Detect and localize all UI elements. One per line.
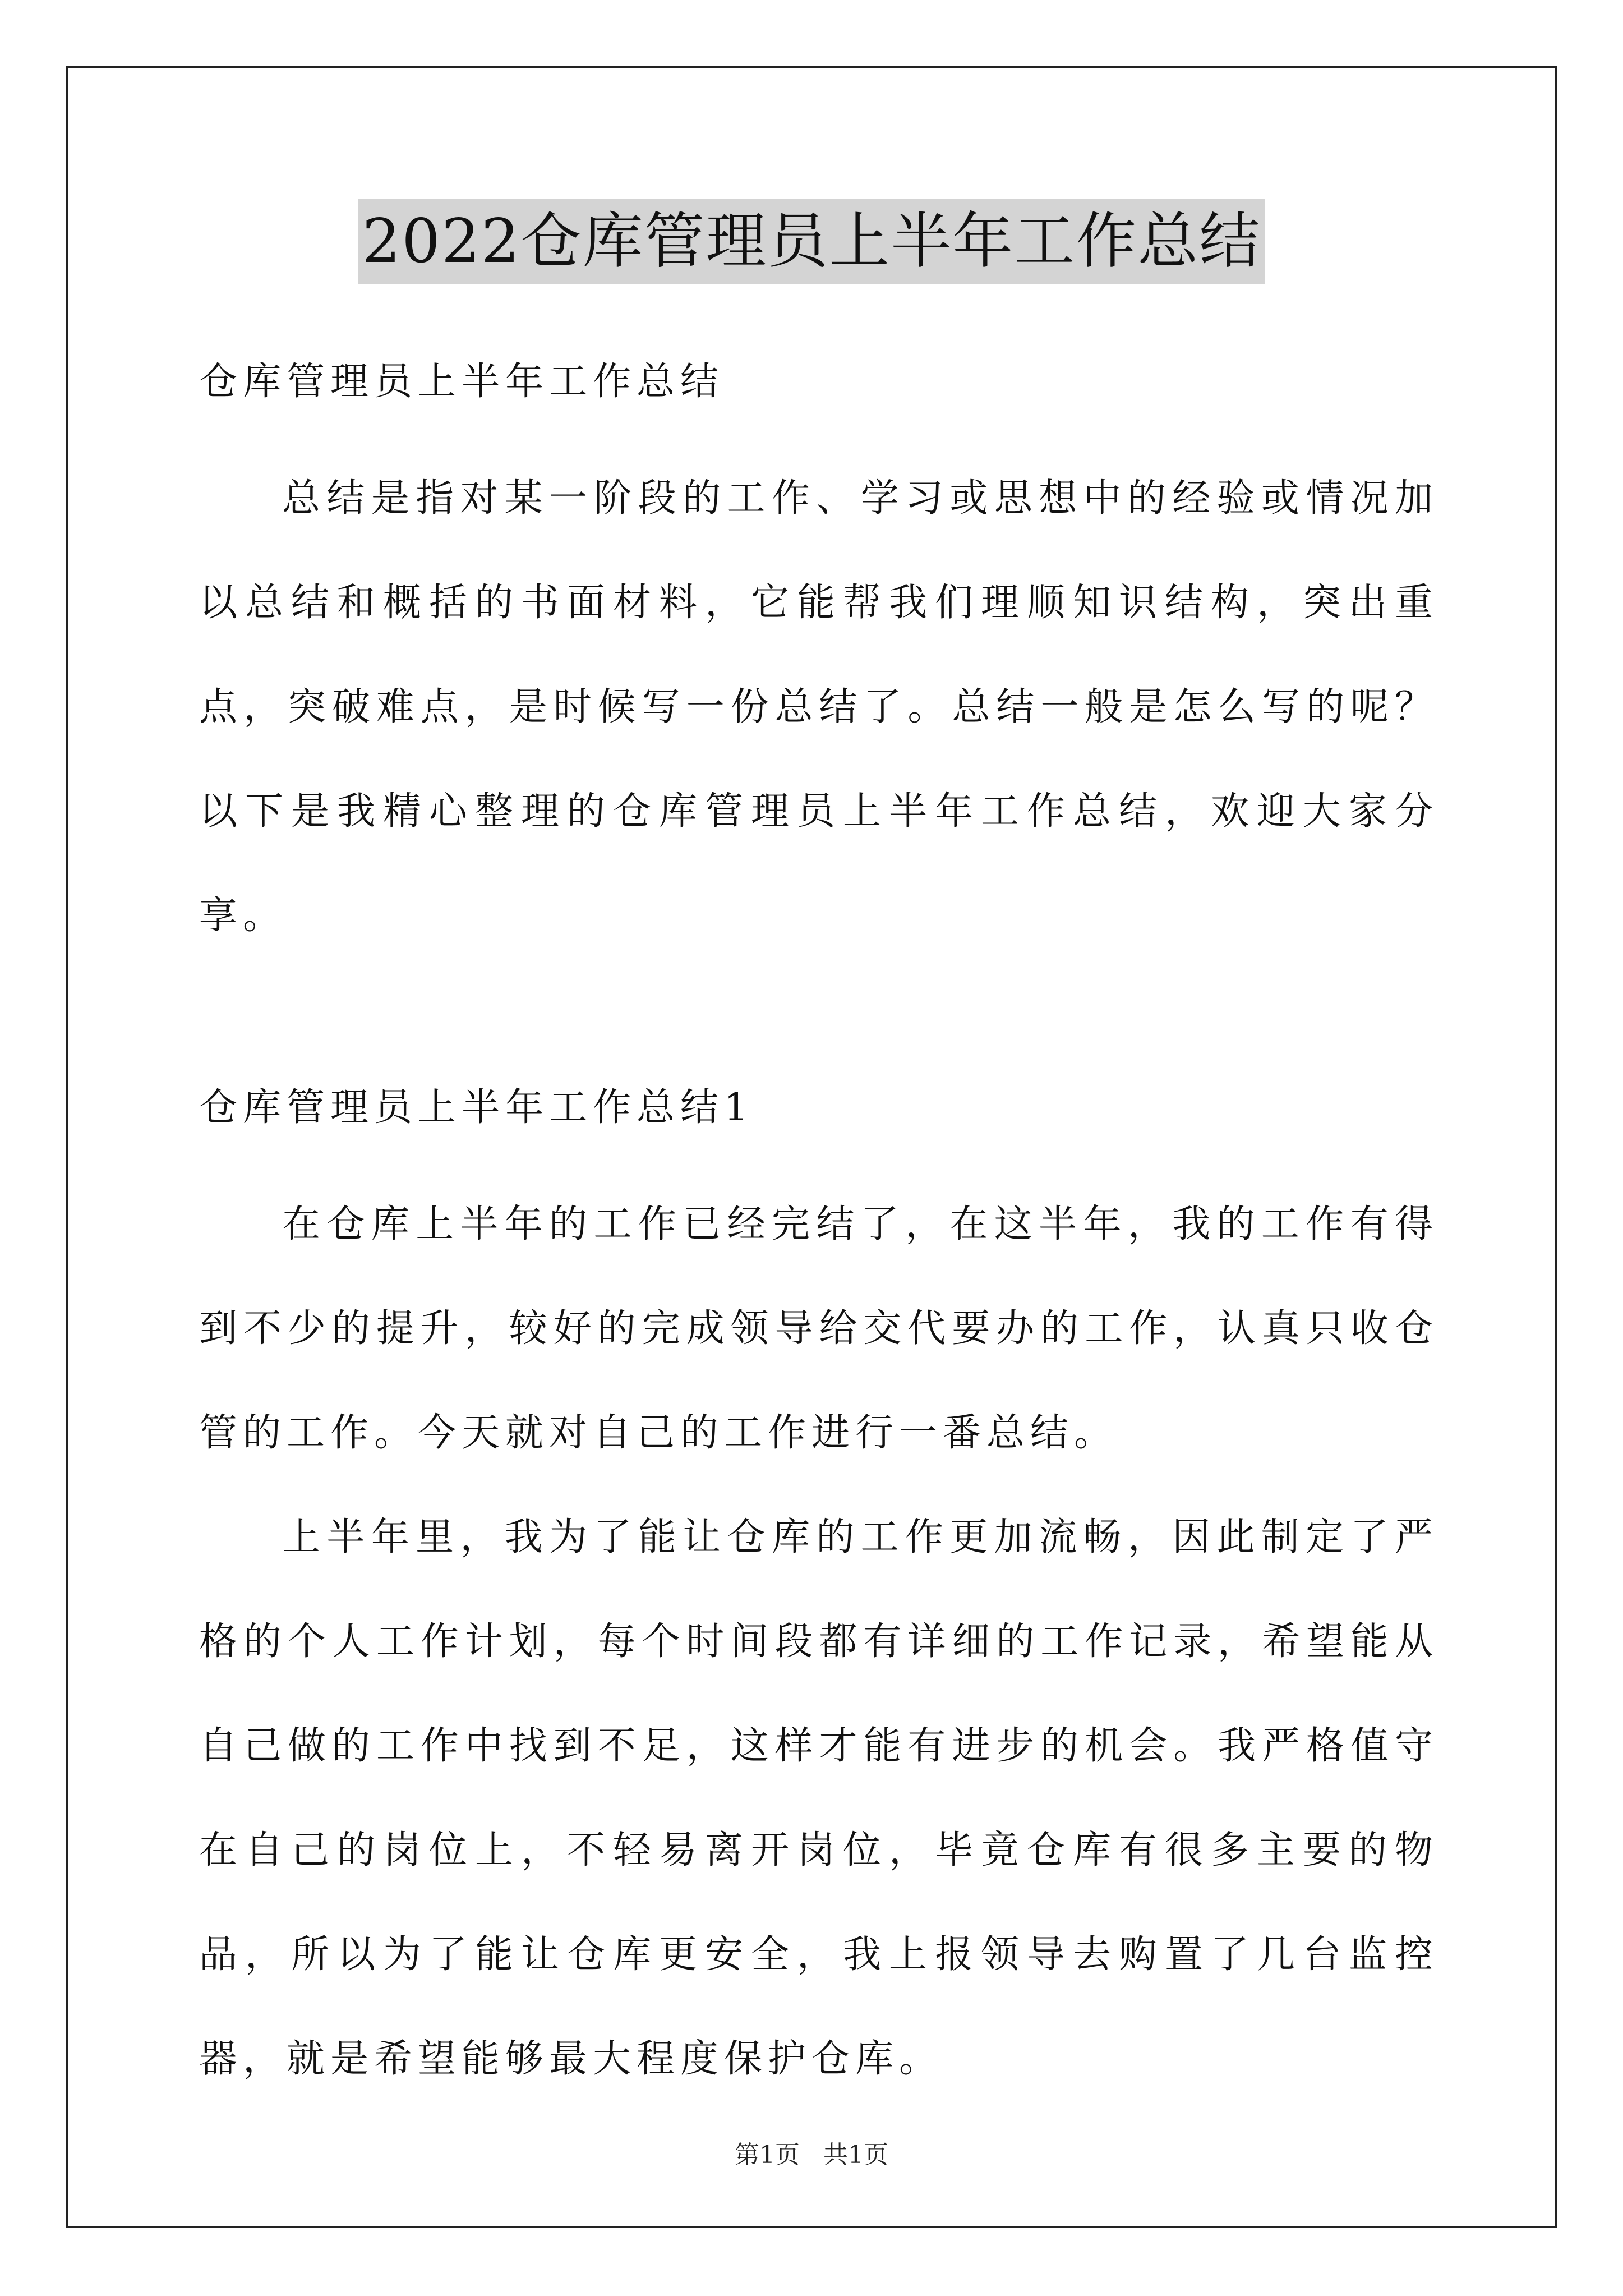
spacer bbox=[199, 417, 1438, 447]
document-subtitle: 仓库管理员上半年工作总结 bbox=[199, 360, 725, 404]
section-paragraph: 在仓库上半年的工作已经完结了，在这半年，我的工作有得到不少的提升，较好的完成领导给交代要办的工作，认真只收仓管的工作。今天就对自己的工作进行一番总结。 bbox=[199, 1202, 1438, 1455]
title-container bbox=[0, 199, 1623, 284]
page-footer: 第1页 共1页 bbox=[735, 2141, 888, 2169]
section-heading: 仓库管理员上半年工作总结1 bbox=[199, 1085, 754, 1130]
spacer bbox=[199, 1143, 1438, 1172]
intro-paragraph: 总结是指对某一阶段的工作、学习或思想中的经验或情况加以总结和概括的书面材料，它能帮我们理顺知识结构，突出重点，突破难点，是时候写一份总结了。总结一般是怎么写的呢？以下是我精心整理的仓库管理员上半年工作总结，欢迎大家分享。 bbox=[199, 476, 1438, 938]
document-body bbox=[199, 347, 1438, 2111]
spacer bbox=[199, 968, 1438, 1073]
document-title: 2022仓库管理员上半年工作总结 bbox=[358, 199, 1266, 284]
section-paragraph: 上半年里，我为了能让仓库的工作更加流畅，因此制定了严格的个人工作计划，每个时间段都有详细的工作记录，希望能从自己做的工作中找到不足，这样才能有进步的机会。我严格值守在自己的岗位上，不轻易离开岗位，毕竟仓库有很多主要的物品，所以为了能让仓库更安全，我上报领导去购置了几台监控器，就是希望能够最大程度保护仓库。 bbox=[199, 1515, 1438, 2081]
